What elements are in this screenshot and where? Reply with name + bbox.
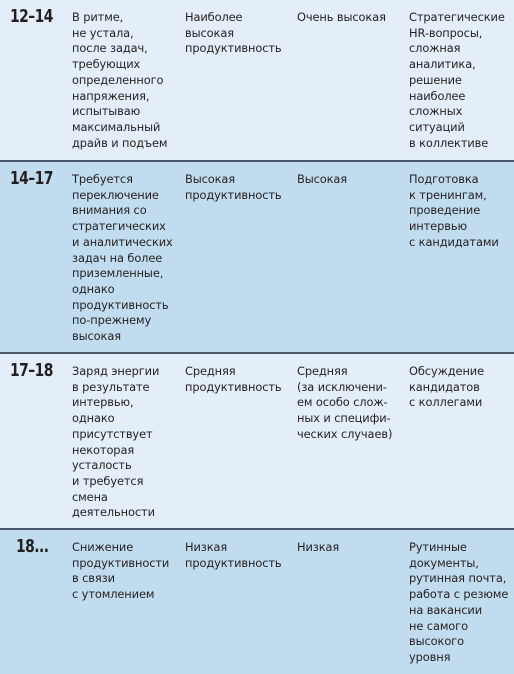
productivity-cell: Высокая продуктивность <box>185 172 282 202</box>
concentration-cell: Низкая <box>297 540 340 554</box>
productivity-cell: Наиболее высокая продуктивность <box>185 10 282 56</box>
table-row-12-14 <box>0 0 514 160</box>
concentration-cell: Очень высокая <box>297 10 386 24</box>
concentration-cell: Высокая <box>297 172 348 186</box>
state-cell: Снижение продуктивности в связи с утомлением <box>72 540 170 602</box>
tasks-cell: Рутинные документы, рутинная почта, работа с резюме на вакансии не самого высокого уровня <box>409 540 509 664</box>
table-row-17-18 <box>0 352 514 528</box>
time-slot: 12–14 <box>10 7 53 27</box>
tasks-cell: Стратегические HR-вопросы, сложная аналитика, решение наиболее сложных ситуаций в коллективе <box>409 10 505 150</box>
table-row-14-17 <box>0 160 514 352</box>
tasks-cell: Подготовка к тренингам, проведение интервью с кандидатами <box>409 172 499 249</box>
state-cell: Заряд энергии в результате интервью, однако присутствует некоторая усталость и требуется смена деятельности <box>72 364 160 520</box>
time-slot: 14–17 <box>10 169 53 189</box>
state-cell: В ритме, не устала, после задач, требующих определенного напряжения, испытываю максимальный драйв и подъем <box>72 10 168 150</box>
concentration-cell: Средняя (за исключени- ем особо слож- ных и специфи- ческих случаев) <box>297 364 393 441</box>
productivity-cell: Средняя продуктивность <box>185 364 282 394</box>
time-slot: 18... <box>16 537 49 557</box>
state-cell: Требуется переключение внимания со стратегических и аналитических задач на более приземленные, однако продуктивность по-прежнему высокая <box>72 172 173 344</box>
time-slot: 17–18 <box>10 361 53 381</box>
tasks-cell: Обсуждение кандидатов с коллегами <box>409 364 484 410</box>
table-row-18 <box>0 528 514 674</box>
productivity-cell: Низкая продуктивность <box>185 540 282 570</box>
